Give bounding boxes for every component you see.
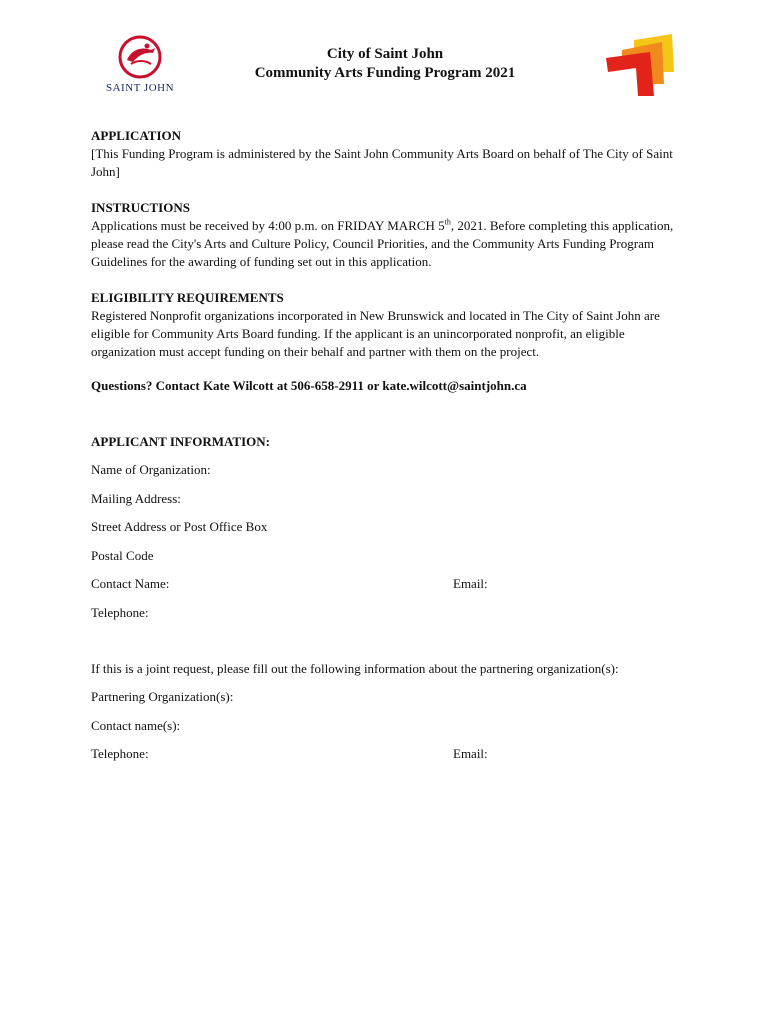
- joint-request-intro: If this is a joint request, please fill out the following information about the partnering organization(s):: [91, 661, 619, 676]
- eligibility-heading: ELIGIBILITY REQUIREMENTS: [91, 290, 284, 305]
- program-title: Community Arts Funding Program 2021: [254, 65, 516, 81]
- postal-code-field[interactable]: [91, 547, 681, 576]
- eligibility-section: [91, 289, 681, 361]
- logo-wordmark: SAINT JOHN: [105, 82, 175, 94]
- instructions-section: [91, 199, 681, 271]
- application-section: [91, 127, 681, 181]
- arts-logo-icon: [604, 32, 676, 98]
- org-name: City of Saint John: [326, 46, 444, 62]
- city-seal-icon: [117, 34, 163, 80]
- mailing-address-field[interactable]: [91, 490, 681, 519]
- instructions-superscript: th: [444, 217, 451, 227]
- instructions-text-part2: , 2021. Before completing this application, please read the City's Arts and Culture Policy, Council Priorities, and the Community Arts Funding Program Guidelines for the awarding of funding set out in this application.: [91, 218, 674, 269]
- organization-name-field[interactable]: [91, 461, 681, 490]
- organization-name-label: Name of Organization:: [91, 462, 211, 477]
- partner-contact-names-field[interactable]: [91, 717, 681, 746]
- mailing-address-label: Mailing Address:: [91, 490, 181, 506]
- instructions-text-part1: Applications must be received by 4:00 p.m. on FRIDAY MARCH 5: [91, 218, 445, 233]
- eligibility-text: Registered Nonprofit organizations incorporated in New Brunswick and located in The City of Saint John are eligible for Community Arts Board funding. If the applicant is an unincorporated nonprofit, an eligible organization must accept funding on their behalf and partner with them on the project.: [91, 308, 660, 359]
- arts-board-logo: [604, 32, 676, 98]
- partnering-organization-label: Partnering Organization(s):: [91, 689, 234, 704]
- partner-telephone-label: Telephone:: [91, 746, 149, 761]
- applicant-heading: APPLICANT INFORMATION:: [91, 434, 270, 449]
- document-title: [200, 45, 570, 83]
- street-address-label: Street Address or Post Office Box: [91, 519, 268, 534]
- partner-email-label: Email:: [453, 746, 488, 761]
- application-text: [This Funding Program is administered by the Saint John Community Arts Board on behalf of The City of Saint John]: [91, 146, 673, 179]
- contact-name-row[interactable]: [91, 575, 681, 604]
- telephone-field[interactable]: [91, 604, 681, 633]
- partner-contact-names-label: Contact name(s):: [91, 717, 181, 733]
- partnering-organization-field[interactable]: [91, 688, 681, 717]
- street-address-field[interactable]: [91, 518, 681, 547]
- instructions-text: [91, 217, 681, 271]
- applicant-information-section: [91, 433, 681, 632]
- postal-code-label: Postal Code: [91, 547, 154, 563]
- instructions-heading: INSTRUCTIONS: [91, 200, 190, 215]
- email-label: Email:: [453, 576, 488, 591]
- saint-john-logo: [100, 34, 180, 98]
- application-heading: APPLICATION: [91, 128, 182, 143]
- joint-request-section: [91, 660, 681, 774]
- telephone-label: Telephone:: [91, 604, 149, 620]
- questions-contact: Questions? Contact Kate Wilcott at 506-658-2911 or kate.wilcott@saintjohn.ca: [91, 378, 527, 393]
- contact-name-label: Contact Name:: [91, 576, 170, 591]
- document-body: [91, 127, 681, 774]
- partner-telephone-row[interactable]: [91, 745, 681, 774]
